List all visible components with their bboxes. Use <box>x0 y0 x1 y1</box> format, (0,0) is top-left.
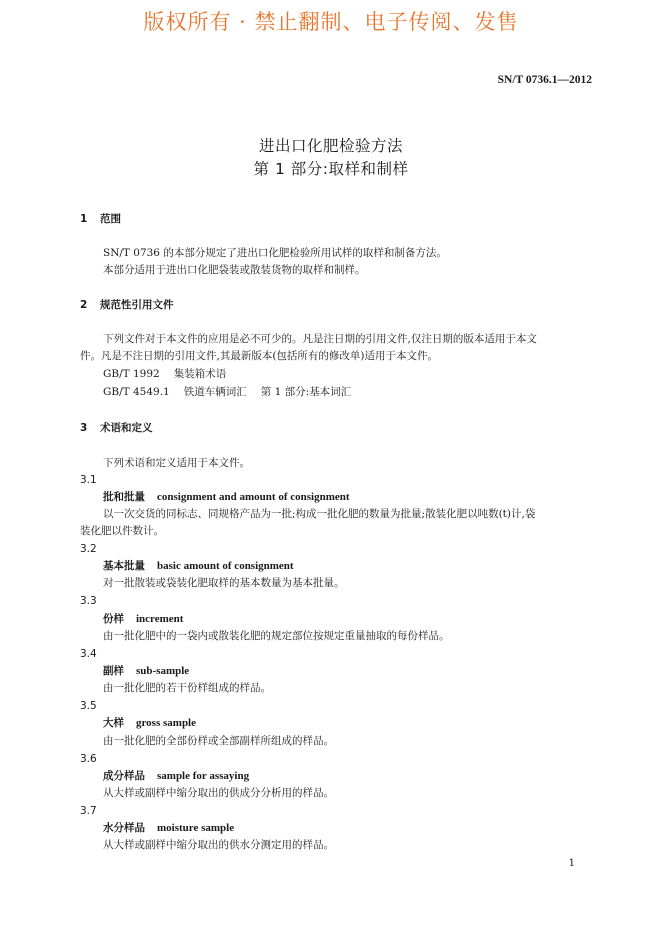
term-heading <box>103 821 234 835</box>
term-chinese: 基本批量 <box>103 560 145 572</box>
term-heading <box>103 612 183 626</box>
reference-title: 铁道车辆词汇 <box>183 386 247 398</box>
section-1-title: 范围 <box>100 213 121 225</box>
term-number: 3.6 <box>80 753 97 765</box>
term-number: 3.4 <box>80 648 97 660</box>
term-definition: 从大样或副样中缩分取出的供水分测定用的样品。 <box>103 839 334 851</box>
term-english: increment <box>136 613 184 625</box>
term-number: 3.7 <box>80 805 97 817</box>
page-number: 1 <box>568 858 575 869</box>
term-heading <box>103 769 249 783</box>
term-number: 3.2 <box>80 543 97 555</box>
term-definition: 以一次交货的同标志、同规格产品为一批;构成一批化肥的数量为批量;散装化肥以吨数(t)计,袋 <box>103 508 536 520</box>
section-3-number: 3 <box>80 422 88 434</box>
term-chinese: 份样 <box>103 613 124 625</box>
term-definition: 对一批散装或袋装化肥取样的基本数量为基本批量。 <box>103 577 345 589</box>
reference-code: GB/T 4549.1 <box>103 386 170 398</box>
copyright-watermark: 版权所有 · 禁止翻制、电子传阅、发售 <box>143 10 519 34</box>
section-2-paragraph-line-2: 件。凡是不注日期的引用文件,其最新版本(包括所有的修改单)适用于本文件。 <box>80 350 439 362</box>
term-english: sample for assaying <box>157 770 250 782</box>
section-3-heading <box>80 421 153 435</box>
term-english: consignment and amount of consignment <box>157 491 350 503</box>
section-3-intro: 下列术语和定义适用于本文件。 <box>103 457 250 469</box>
normative-reference-2 <box>103 385 351 399</box>
term-chinese: 水分样品 <box>103 822 145 834</box>
term-english: gross sample <box>136 717 196 729</box>
document-subtitle: 第 1 部分:取样和制样 <box>253 160 409 178</box>
term-english: sub-sample <box>136 665 190 677</box>
normative-reference-1 <box>103 367 226 381</box>
term-heading <box>103 664 189 678</box>
term-definition: 由一批化肥的若干份样组成的样品。 <box>103 682 271 694</box>
section-2-title: 规范性引用文件 <box>100 299 174 311</box>
section-2-number: 2 <box>80 299 88 311</box>
term-chinese: 成分样品 <box>103 770 145 782</box>
section-1-number: 1 <box>80 213 88 225</box>
term-number: 3.5 <box>80 700 97 712</box>
term-chinese: 大样 <box>103 717 124 729</box>
reference-title: 集装箱术语 <box>173 368 227 380</box>
term-definition-continued: 装化肥以件数计。 <box>80 525 164 537</box>
document-title: 进出口化肥检验方法 <box>258 137 403 155</box>
term-number: 3.1 <box>80 474 97 486</box>
section-2-paragraph-line-1: 下列文件对于本文件的应用是必不可少的。凡是注日期的引用文件,仅注日期的版本适用于本文 <box>103 333 537 345</box>
term-definition: 从大样或副样中缩分取出的供成分分析用的样品。 <box>103 787 334 799</box>
reference-code: GB/T 1992 <box>103 368 160 380</box>
term-number: 3.3 <box>80 595 97 607</box>
term-chinese: 批和批量 <box>103 491 145 503</box>
section-3-title: 术语和定义 <box>100 422 153 434</box>
section-1-paragraph-1: SN/T 0736 的本部分规定了进出口化肥检验所用试样的取样和制备方法。 <box>103 247 447 259</box>
term-definition: 由一批化肥中的一袋内或散装化肥的规定部位按规定重量抽取的每份样品。 <box>103 630 450 642</box>
reference-part: 第 1 部分:基本词汇 <box>260 386 352 398</box>
standard-number: SN/T 0736.1—2012 <box>497 74 592 86</box>
term-english: moisture sample <box>157 822 235 834</box>
term-heading <box>103 559 294 573</box>
section-1-heading <box>80 212 121 226</box>
section-1-paragraph-2: 本部分适用于进出口化肥袋装或散装货物的取样和制样。 <box>103 264 366 276</box>
term-chinese: 副样 <box>103 665 124 677</box>
term-english: basic amount of consignment <box>157 560 294 572</box>
term-heading <box>103 490 350 504</box>
term-definition: 由一批化肥的全部份样或全部副样所组成的样品。 <box>103 735 334 747</box>
section-2-heading <box>80 298 174 312</box>
term-heading <box>103 716 196 730</box>
